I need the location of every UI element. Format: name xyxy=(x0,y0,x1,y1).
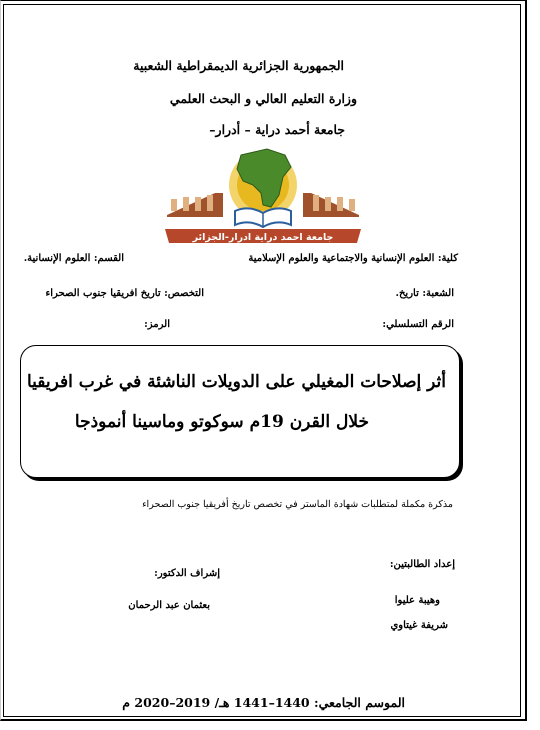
ministry-heading: وزارة التعليم العالي و البحث العلمي xyxy=(169,91,357,106)
student-name-2: شريفة غيتاوي xyxy=(390,620,448,631)
thesis-subtitle: مذكرة مكملة لمتطلبات شهادة الماستر في تخصص تاريخ أفريقيا جنوب الصحراء xyxy=(142,499,453,510)
university-logo xyxy=(163,137,363,245)
students-label: إعداد الطالبتين: xyxy=(389,559,455,570)
serial-number-label: الرقم التسلسلي: xyxy=(382,319,454,330)
specialty-label: التخصص: تاريخ افريقيا جنوب الصحراء xyxy=(45,288,204,299)
department-label: القسم: العلوم الإنسانية. xyxy=(23,253,124,264)
university-heading: جامعة أحمد دراية – أدرار– xyxy=(209,122,345,137)
code-label: الرمز: xyxy=(144,319,170,330)
student-name-1: وهيبة عليوا xyxy=(394,595,440,606)
republic-heading: الجمهورية الجزائرية الديمقراطية الشعبية xyxy=(133,58,344,73)
academic-year: الموسم الجامعي: 1440–1441 هـ/ 2019–2020 م xyxy=(122,695,405,710)
right-building-icon xyxy=(303,193,359,217)
thesis-title-line-2: خلال القرن 19م سوكوتو وماسينا أنموذجا xyxy=(74,412,369,432)
left-building-icon xyxy=(167,193,223,217)
logo-banner-text: جامعة احمد دراية ادرار-الجزائر xyxy=(192,232,334,243)
branch-label: الشعبة: تاريخ. xyxy=(395,288,454,299)
supervisor-name: بعثمان عبد الرحمان xyxy=(128,600,210,611)
faculty-label: كلية: العلوم الإنسانية والاجتماعية والعلوم الإسلامية xyxy=(248,253,458,264)
supervisor-label: إشراف الدكتور: xyxy=(154,568,220,579)
thesis-title-line-1: أثر إصلاحات المغيلي على الدويلات الناشئة في غرب افريقيا xyxy=(26,372,446,392)
